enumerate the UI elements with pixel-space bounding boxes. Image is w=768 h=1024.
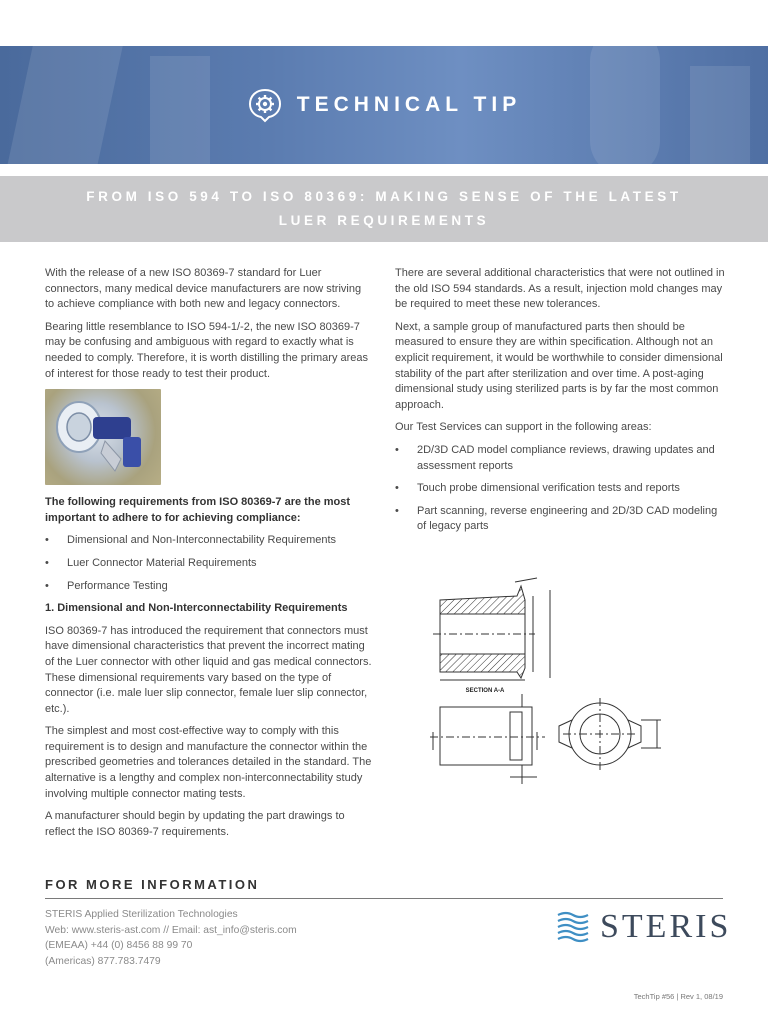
list-item: • Dimensional and Non-Interconnectability Requirements: [45, 533, 373, 549]
headline-line-1: FROM ISO 594 TO ISO 80369: MAKING SENSE OF THE LATEST: [86, 189, 682, 204]
list-item: • Touch probe dimensional verification tests and reports: [395, 481, 725, 497]
measurement-paragraph: Next, a sample group of manufactured parts then should be measured to ensure they are within specification. Although not an explicit requirement, it would be worthwhile to consider dimensional stability of the part after sterilization and over time. A post-aging dimensional study using sterilized parts is by far the most common approach.: [395, 320, 723, 411]
web-email: Web: www.steris-ast.com // Email: ast_info@steris.com: [45, 924, 297, 936]
steris-logo: [556, 908, 731, 946]
headline-line-2: LUER REQUIREMENTS: [278, 213, 490, 228]
list-item: • Performance Testing: [45, 579, 373, 595]
compliance-paragraph: The simplest and most cost-effective way to comply with this requirement is to design and manufacture the connector within the prescribed geometries and tolerances detailed in the standard. The alternative is a lengthy and complex non-interconnectability study involving multiple connector mating tests.: [45, 725, 372, 800]
more-info-heading: FOR MORE INFORMATION: [45, 877, 260, 892]
company-name: STERIS Applied Sterilization Technologies: [45, 909, 238, 920]
luer-connector-photo: [45, 389, 161, 485]
characteristics-paragraph: There are several additional characteristics that were not outlined in the old ISO 594 standards. As a result, injection mold changes may be required to meet these new tolerances.: [395, 267, 725, 311]
dimensional-paragraph: ISO 80369-7 has introduced the requirement that connectors must have dimensional characteristics that prevent the incorrect mating of the Luer connector with other liquid and gas medical connectors. These dimensional requirements vary based on the type of connector (i.e. male luer slip connector, female luer slip connector, etc.).: [45, 624, 372, 715]
logo-wordmark: STERIS: [600, 908, 732, 945]
banner-title-text: TECHNICAL TIP: [296, 93, 522, 116]
contact-info: [45, 907, 297, 969]
gear-chat-icon: [247, 87, 283, 123]
list-item: • 2D/3D CAD model compliance reviews, drawing updates and assessment reports: [395, 443, 725, 474]
banner-title: [0, 46, 768, 164]
header-banner: [0, 46, 768, 164]
footer-revision: TechTip #56 | Rev 1, 08/19: [633, 992, 723, 1001]
list-item: • Luer Connector Material Requirements: [45, 556, 373, 572]
wave-logo-icon: [556, 911, 590, 943]
drawing-section-label: SECTION A-A: [465, 688, 505, 694]
headline-bar: [0, 176, 768, 242]
context-paragraph: Bearing little resemblance to ISO 594-1/-2, the new ISO 80369-7 may be confusing and ambiguous with regard to exactly what is needed to comply. Therefore, it is worth distilling the primary areas of interest for those ready to test their product.: [45, 320, 369, 380]
requirements-intro: The following requirements from ISO 80369-7 are the most important to adhere to for achieving compliance:: [45, 496, 351, 524]
intro-paragraph: With the release of a new ISO 80369-7 standard for Luer connectors, many medical device manufacturers are now striving to achieve compliance with both new and legacy connectors.: [45, 267, 362, 311]
requirements-list: [45, 533, 373, 594]
divider: [45, 898, 723, 899]
services-list: [395, 443, 725, 535]
phone-americas: (Americas) 877.783.7479: [45, 955, 161, 967]
section-heading: 1. Dimensional and Non-Interconnectability Requirements: [45, 602, 348, 615]
right-column: [395, 266, 725, 542]
connector-technical-drawing: [425, 572, 675, 794]
left-column: [45, 266, 373, 847]
phone-emeaa: (EMEAA) +44 (0) 8456 88 99 70: [45, 940, 193, 952]
list-item: • Part scanning, reverse engineering and 2D/3D CAD modeling of legacy parts: [395, 504, 725, 535]
connector-illustration: [45, 389, 161, 485]
services-intro: Our Test Services can support in the following areas:: [395, 421, 652, 434]
drawing-update-paragraph: A manufacturer should begin by updating the part drawings to reflect the ISO 80369-7 requirements.: [45, 810, 345, 838]
